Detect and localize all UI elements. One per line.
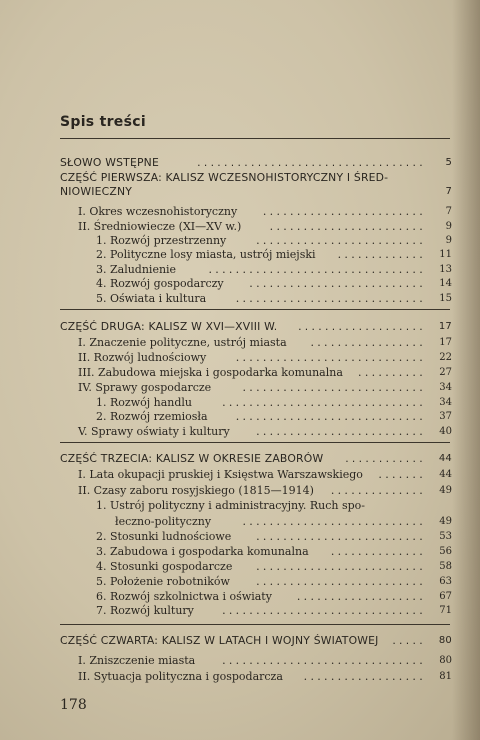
toc-entry-title: 5. Oświata i kultura: [96, 292, 207, 305]
dot-leader: .................: [310, 336, 426, 349]
dot-leader: ................................: [208, 263, 426, 276]
heading-rule: [60, 138, 450, 139]
dot-leader: ..............................: [222, 604, 426, 617]
toc-entry: [60, 425, 452, 439]
section-divider: [60, 309, 450, 310]
toc-entry: [60, 292, 452, 306]
dot-leader: ..................................: [197, 156, 426, 169]
toc-entry: [60, 560, 452, 574]
dot-leader: .........................: [256, 575, 426, 588]
toc-section-entry: [60, 156, 452, 170]
toc-entry-page: 13: [439, 264, 452, 275]
toc-entry-title: 6. Rozwój szkolnictwa i oświaty: [96, 590, 272, 603]
toc-entry: [60, 545, 452, 559]
dot-leader: ............................: [235, 410, 426, 423]
dot-leader: .......................: [269, 220, 426, 233]
toc-entry-page: 71: [439, 605, 452, 616]
toc-entry-page: 40: [439, 426, 452, 437]
toc-entry-page: 37: [439, 411, 452, 422]
toc-entry-page: 9: [445, 235, 452, 246]
dot-leader: .....: [392, 634, 426, 647]
dot-leader: ..............................: [222, 654, 426, 667]
toc-entry-title: 2. Rozwój rzemiosła: [96, 410, 208, 423]
dot-leader: ..............................: [222, 396, 426, 409]
toc-entry-title: 1. Rozwój handlu: [96, 396, 193, 409]
toc-entry-title: II. Czasy zaboru rosyjskiego (1815—1914): [78, 484, 314, 497]
toc-entry-page: 80: [439, 655, 452, 666]
toc-entry-page: 81: [439, 671, 452, 682]
toc-entry: [60, 575, 452, 589]
toc-entry: [60, 396, 452, 410]
toc-entry-title: II. Sytuacja polityczna i gospodarcza: [78, 670, 283, 683]
page-number: 178: [60, 697, 87, 713]
toc-entry: [60, 336, 452, 350]
toc-entry-title: NIOWIECZNY: [60, 185, 133, 198]
section-divider: [60, 624, 450, 625]
toc-entry-page: 9: [445, 221, 452, 232]
toc-entry-title: II. Rozwój ludnościowy: [78, 351, 207, 364]
toc-section-entry: [60, 452, 452, 466]
toc-entry: [60, 530, 452, 544]
dot-leader: ..........................: [249, 277, 426, 290]
toc-entry-page: 80: [438, 635, 452, 646]
toc-entry-title: 4. Rozwój gospodarczy: [96, 277, 224, 290]
toc-entry-page: 27: [439, 367, 452, 378]
dot-leader: .........................: [256, 560, 426, 573]
dot-leader: ............................: [235, 351, 426, 364]
toc-entry: [60, 604, 452, 618]
dot-leader: ...........................: [242, 381, 426, 394]
dot-leader: ............: [345, 452, 426, 465]
toc-entry: [60, 515, 452, 529]
toc-section-entry: [60, 171, 452, 185]
toc-entry-page: 5: [445, 157, 452, 168]
dot-leader: .........................: [256, 530, 426, 543]
toc-entry: [60, 263, 452, 277]
toc-entry: [60, 205, 452, 219]
toc-entry-title: 3. Zabudowa i gospodarka komunalna: [96, 545, 309, 558]
toc-entry-page: 49: [439, 485, 452, 496]
toc-entry-title: 3. Zaludnienie: [96, 263, 177, 276]
toc-entry: [60, 654, 452, 668]
toc-entry-title: I. Okres wczesnohistoryczny: [78, 205, 238, 218]
toc-entry-page: 17: [438, 321, 452, 332]
toc-entry-title: IV. Sprawy gospodarcze: [78, 381, 212, 394]
toc-section-entry: [60, 320, 452, 334]
toc-entry-page: 67: [439, 591, 452, 602]
toc-entry: [60, 248, 452, 262]
dot-leader: ...........................: [242, 515, 426, 528]
toc-entry-title: łeczno-polityczny: [115, 515, 212, 528]
toc-entry-page: 49: [439, 516, 452, 527]
toc-entry: [60, 468, 452, 482]
toc-entry-page: 44: [439, 469, 452, 480]
toc-entry: [60, 366, 452, 380]
toc-entry-title: 7. Rozwój kultury: [96, 604, 194, 617]
toc-entry-title: SŁOWO WSTĘPNE: [60, 156, 159, 169]
toc-entry-page: 63: [439, 576, 452, 587]
toc-entry-title: 1. Ustrój polityczny i administracyjny. Ruch spo-: [96, 499, 366, 512]
toc-entry-title: III. Zabudowa miejska i gospodarka komunalna: [78, 366, 343, 379]
toc-entry: [60, 381, 452, 395]
toc-entry: [60, 220, 452, 234]
toc-entry-page: 44: [438, 453, 452, 464]
dot-leader: ..............: [330, 484, 426, 497]
dot-leader: ........................: [262, 205, 426, 218]
toc-entry: [60, 277, 452, 291]
toc-entry-page: 56: [439, 546, 452, 557]
toc-entry: [60, 590, 452, 604]
toc-entry-page: 34: [439, 382, 452, 393]
toc-entry-title: 2. Polityczne losy miasta, ustrój miejski: [96, 248, 316, 261]
dot-leader: ............................: [235, 292, 426, 305]
toc-section-entry: [60, 185, 452, 199]
toc-entry-title: I. Zniszczenie miasta: [78, 654, 196, 667]
toc-entry: [60, 234, 452, 248]
toc-entry: [60, 499, 452, 513]
toc-entry-page: 17: [439, 337, 452, 348]
toc-entry-title: CZĘŚĆ DRUGA: KALISZ W XVI—XVIII W.: [60, 320, 278, 333]
toc-entry-title: 1. Rozwój przestrzenny: [96, 234, 227, 247]
toc-entry-title: 2. Stosunki ludnościowe: [96, 530, 232, 543]
toc-entry-title: CZĘŚĆ CZWARTA: KALISZ W LATACH I WOJNY ŚWIATOWEJ: [60, 634, 379, 647]
toc-entry-page: 7: [445, 186, 452, 197]
toc-entry-page: 14: [439, 278, 452, 289]
toc-entry-page: 34: [439, 397, 452, 408]
toc-entry-title: CZĘŚĆ TRZECIA: KALISZ W OKRESIE ZABORÓW: [60, 452, 324, 465]
toc-entry-title: II. Średniowiecze (XI—XV w.): [78, 220, 242, 233]
toc-entry: [60, 484, 452, 498]
toc-entry-title: 5. Położenie robotników: [96, 575, 230, 588]
dot-leader: ..........: [358, 366, 426, 379]
toc-entry-page: 15: [439, 293, 452, 304]
dot-leader: ...................: [298, 320, 426, 333]
dot-leader: .........................: [256, 425, 426, 438]
toc-entry-title: I. Lata okupacji pruskiej i Księstwa Warszawskiego: [78, 468, 363, 481]
toc-entry-page: 22: [439, 352, 452, 363]
toc-entry-title: CZĘŚĆ PIERWSZA: KALISZ WCZESNOHISTORYCZNY I ŚRED-: [60, 171, 389, 184]
section-divider: [60, 442, 450, 443]
toc-entry-page: 53: [439, 531, 452, 542]
page-heading: Spis treści: [60, 114, 146, 130]
toc-entry-title: I. Znaczenie polityczne, ustrój miasta: [78, 336, 287, 349]
dot-leader: .......: [378, 468, 426, 481]
toc-entry-page: 11: [439, 249, 452, 260]
dot-leader: ..................: [303, 670, 426, 683]
toc-entry: [60, 670, 452, 684]
dot-leader: .............: [337, 248, 426, 261]
toc-entry-page: 58: [439, 561, 452, 572]
dot-leader: ..............: [330, 545, 426, 558]
dot-leader: ...................: [296, 590, 426, 603]
toc-entry-page: 7: [445, 206, 452, 217]
toc-entry-title: V. Sprawy oświaty i kultury: [78, 425, 230, 438]
dot-leader: .........................: [256, 234, 426, 247]
toc-entry-title: 4. Stosunki gospodarcze: [96, 560, 233, 573]
toc-entry: [60, 351, 452, 365]
toc-section-entry: [60, 634, 452, 648]
toc-entry: [60, 410, 452, 424]
